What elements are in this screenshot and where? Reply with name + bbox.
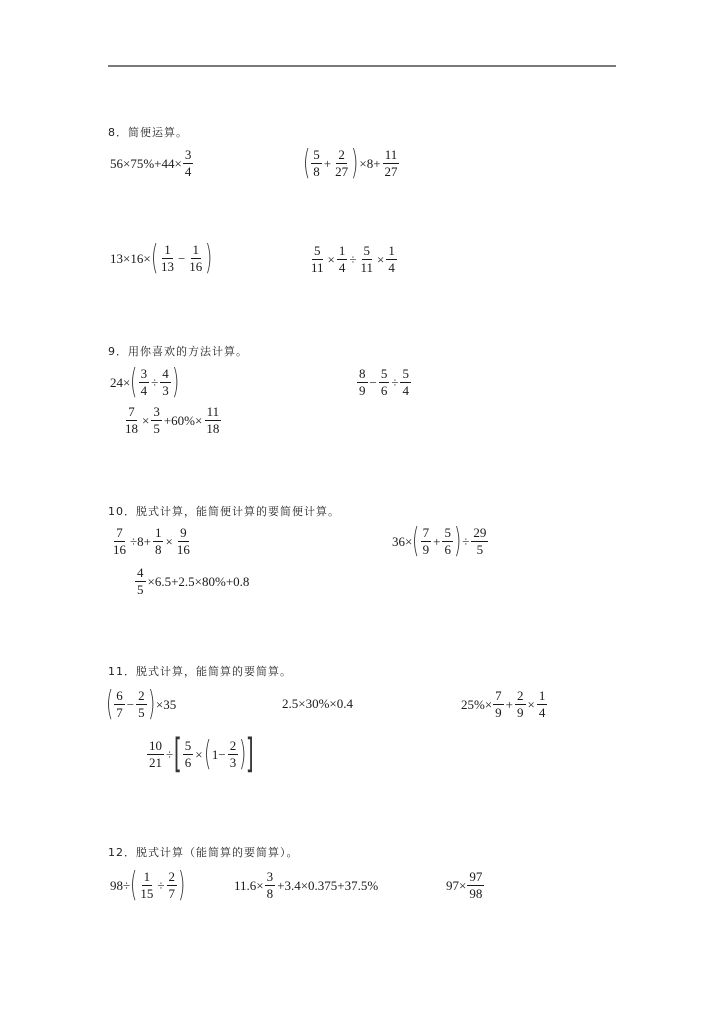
fraction: $\frac{11}{18}$	[206, 404, 220, 436]
question-11-title: 11．脱式计算，能简算的要简算。	[108, 665, 292, 678]
q12-expression-2: 11.6× $\frac{3}{8}$ +3.4×0.375+37.5%	[234, 869, 379, 901]
question-9-title: 9．用你喜欢的方法计算。	[108, 345, 248, 358]
fraction: $\frac{3}{4}$	[184, 147, 192, 179]
fraction: $\frac{1}{4}$	[338, 243, 346, 275]
fraction: $\frac{2}{7}$	[168, 868, 176, 901]
q12-expression-1: 98÷ ( $\frac{1}{15}$ ÷ $\frac{2}{7}$ )	[110, 865, 186, 905]
question-10-title: 10．脱式计算，能简便计算的要简便计算。	[108, 505, 340, 518]
fraction: $\frac{3}{8}$	[266, 869, 274, 901]
fraction: $\frac{7}{18}$	[125, 404, 138, 436]
fraction: $\frac{3}{5}$	[153, 404, 160, 436]
q10-expression-2: 36× ( $\frac{7}{9}$ + $\frac{5}{6}$ ) ÷ $\frac{29}{5}$	[392, 521, 487, 561]
q11-expression-4: $\frac{10}{21}$ ÷ [ $\frac{5}{6}$ × ( 1− $\frac{2}{3}$ ) ]	[149, 731, 255, 777]
q11-expression-1: ( $\frac{6}{7}$ − $\frac{2}{5}$ ) ×35	[105, 684, 177, 724]
fraction: $\frac{2}{3}$	[229, 737, 237, 770]
fraction: $\frac{8}{9}$	[359, 366, 366, 398]
header-rule	[108, 65, 616, 67]
fraction: $\frac{97}{98}$	[469, 869, 483, 901]
fraction: $\frac{5}{6}$	[380, 366, 388, 398]
fraction: $\frac{1}{16}$	[189, 241, 203, 274]
q11-expression-2: 2.5×30%×0.4	[282, 696, 353, 711]
fraction: $\frac{1}{4}$	[538, 688, 546, 720]
left-paren: (	[130, 362, 138, 402]
left-bracket: [	[174, 731, 182, 777]
fraction: $\frac{6}{7}$	[116, 687, 123, 720]
fraction: $\frac{5}{8}$	[313, 146, 320, 179]
right-bracket: ]	[246, 731, 255, 777]
q8-expression-1: 56×75%+44× $\frac{3}{4}$	[110, 147, 192, 179]
fraction: $\frac{5}{11}$	[360, 243, 374, 275]
question-8-title: 8．简便运算。	[108, 126, 188, 139]
fraction: $\frac{2}{5}$	[138, 687, 145, 720]
right-paren: )	[205, 238, 213, 278]
fraction: $\frac{1}{15}$	[140, 868, 154, 901]
fraction: $\frac{5}{4}$	[402, 366, 409, 398]
q12-expression-3: 97× $\frac{97}{98}$	[446, 869, 483, 901]
q8-expression-2: ( $\frac{5}{8}$ + $\frac{2}{27}$ ) ×8+ $\frac{11}{27}$	[302, 143, 398, 183]
left-paren: (	[105, 684, 114, 724]
q9-expression-2: $\frac{8}{9}$ − $\frac{5}{6}$ ÷ $\frac{5}{4}$	[359, 366, 409, 398]
left-paren: (	[412, 521, 420, 561]
q9-expression-3: $\frac{7}{18}$ × $\frac{3}{5}$ +60%× $\frac{11}{18}$	[125, 404, 220, 436]
fraction: $\frac{3}{4}$	[140, 365, 148, 398]
q10-expression-3: $\frac{4}{5}$ ×6.5+2.5×80%+0.8	[137, 565, 250, 597]
fraction: $\frac{5}{6}$	[444, 524, 451, 557]
fraction: $\frac{7}{9}$	[495, 688, 502, 720]
fraction: $\frac{7}{16}$	[113, 525, 126, 557]
fraction: $\frac{2}{9}$	[517, 688, 524, 720]
fraction: $\frac{1}{13}$	[160, 241, 174, 274]
left-paren: (	[130, 865, 138, 905]
right-paren: )	[171, 362, 180, 402]
fraction: $\frac{4}{3}$	[162, 365, 169, 398]
q8-expression-3: 13×16× ( $\frac{1}{13}$ − $\frac{1}{16}$ )	[110, 238, 213, 278]
fraction: $\frac{5}{11}$	[311, 243, 324, 275]
fraction: $\frac{9}{16}$	[176, 525, 190, 557]
fraction: $\frac{10}{21}$	[149, 737, 162, 770]
right-paren: )	[178, 865, 186, 905]
fraction: $\frac{29}{5}$	[473, 524, 487, 557]
q11-expression-3: 25%× $\frac{7}{9}$ + $\frac{2}{9}$ × $\frac{1}{4}$	[461, 688, 546, 720]
right-paren: )	[239, 734, 247, 774]
fraction: $\frac{1}{8}$	[154, 525, 162, 557]
q9-expression-1: 24× ( $\frac{3}{4}$ ÷ $\frac{4}{3}$ )	[110, 362, 180, 402]
left-paren: (	[150, 238, 158, 278]
right-paren: )	[453, 521, 462, 561]
q10-expression-1: $\frac{7}{16}$ ÷8+ $\frac{1}{8}$ × $\frac{9}{16}$	[113, 525, 190, 557]
question-12-title: 12．脱式计算（能简算的要简算）。	[108, 846, 299, 859]
fraction: $\frac{2}{27}$	[335, 146, 349, 179]
q8-expression-4: $\frac{5}{11}$ × $\frac{1}{4}$ ÷ $\frac{5}{11}$ × $\frac{1}{4}$	[311, 243, 395, 275]
fraction: $\frac{7}{9}$	[422, 524, 430, 557]
right-paren: )	[351, 143, 359, 183]
left-paren: (	[203, 734, 211, 774]
fraction: $\frac{1}{4}$	[388, 243, 395, 275]
left-paren: (	[302, 143, 311, 183]
right-paren: )	[147, 684, 155, 724]
fraction: $\frac{11}{27}$	[384, 146, 398, 179]
fraction: $\frac{4}{5}$	[137, 565, 144, 597]
fraction: $\frac{5}{6}$	[184, 737, 192, 770]
